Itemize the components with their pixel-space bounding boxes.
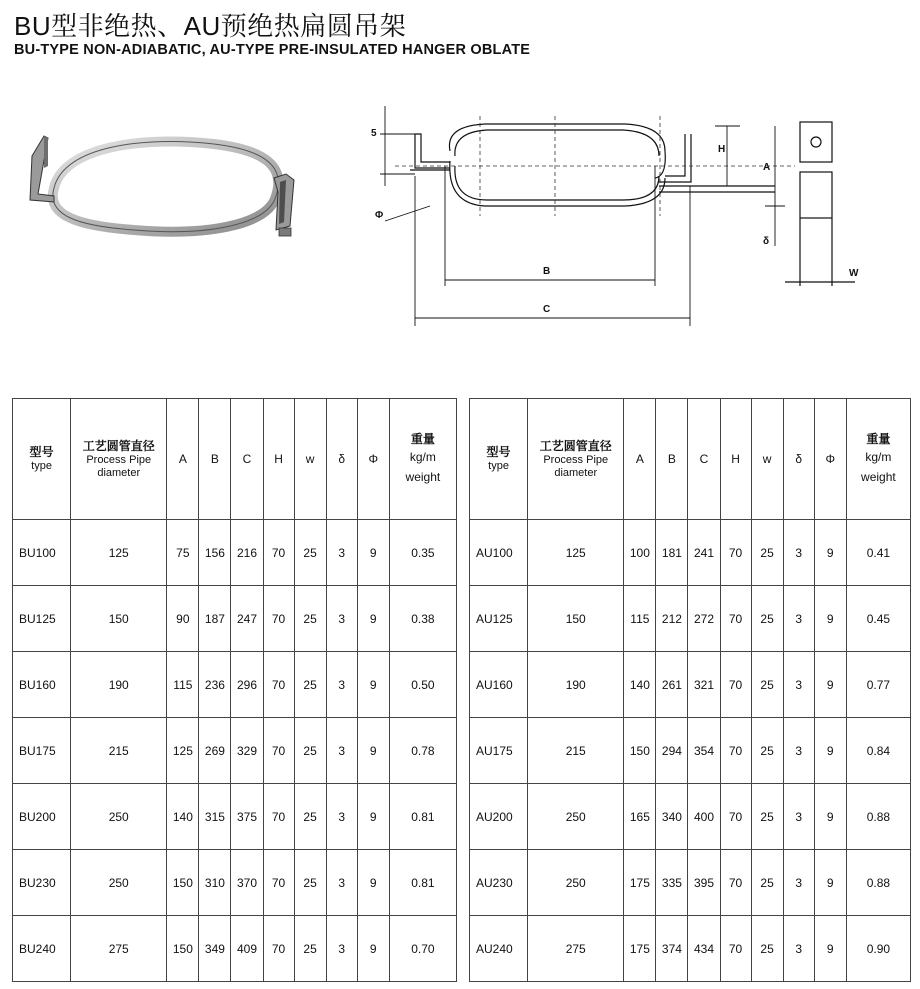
cell-phi: 9 bbox=[357, 652, 389, 718]
table-row bbox=[470, 850, 911, 916]
cell-weight: 0.70 bbox=[389, 916, 456, 982]
cell-w: 25 bbox=[751, 916, 783, 982]
cell-H: 70 bbox=[263, 850, 294, 916]
cell-A: 90 bbox=[167, 586, 199, 652]
cell-delta: 3 bbox=[326, 850, 357, 916]
cell-model: BU125 bbox=[13, 586, 71, 652]
cell-H: 70 bbox=[263, 784, 294, 850]
cell-B: 269 bbox=[199, 718, 231, 784]
table-row bbox=[470, 520, 911, 586]
table-row bbox=[13, 916, 457, 982]
cell-A: 75 bbox=[167, 520, 199, 586]
header-type: 型号 type bbox=[470, 399, 528, 520]
table-row bbox=[13, 586, 457, 652]
cell-weight: 0.81 bbox=[389, 850, 456, 916]
cell-delta: 3 bbox=[783, 718, 814, 784]
table-row bbox=[470, 586, 911, 652]
cell-A: 100 bbox=[624, 520, 656, 586]
header-b: B bbox=[656, 399, 688, 520]
cell-pipe: 250 bbox=[71, 850, 167, 916]
cell-phi: 9 bbox=[814, 784, 846, 850]
header-delta: δ bbox=[783, 399, 814, 520]
header-h: H bbox=[720, 399, 751, 520]
cell-C: 400 bbox=[688, 784, 720, 850]
cell-C: 296 bbox=[231, 652, 263, 718]
cell-delta: 3 bbox=[783, 652, 814, 718]
cell-delta: 3 bbox=[783, 850, 814, 916]
cell-C: 375 bbox=[231, 784, 263, 850]
cell-w: 25 bbox=[294, 586, 326, 652]
cell-phi: 9 bbox=[357, 586, 389, 652]
cell-A: 165 bbox=[624, 784, 656, 850]
dim-s-label: 5 bbox=[371, 128, 377, 139]
cell-phi: 9 bbox=[357, 520, 389, 586]
header-type: 型号 type bbox=[13, 399, 71, 520]
cell-weight: 0.50 bbox=[389, 652, 456, 718]
cell-B: 156 bbox=[199, 520, 231, 586]
cell-B: 187 bbox=[199, 586, 231, 652]
cell-H: 70 bbox=[720, 850, 751, 916]
cell-weight: 0.81 bbox=[389, 784, 456, 850]
table-row bbox=[13, 652, 457, 718]
dim-w-label: W bbox=[849, 268, 859, 279]
cell-pipe: 190 bbox=[71, 652, 167, 718]
cell-B: 261 bbox=[656, 652, 688, 718]
dim-delta-label: δ bbox=[763, 236, 770, 247]
header-c: C bbox=[688, 399, 720, 520]
cell-pipe: 190 bbox=[528, 652, 624, 718]
cell-w: 25 bbox=[294, 718, 326, 784]
cell-B: 340 bbox=[656, 784, 688, 850]
cell-w: 25 bbox=[294, 916, 326, 982]
cell-weight: 0.78 bbox=[389, 718, 456, 784]
cell-B: 310 bbox=[199, 850, 231, 916]
cell-H: 70 bbox=[720, 718, 751, 784]
cell-pipe: 150 bbox=[528, 586, 624, 652]
cell-pipe: 250 bbox=[528, 784, 624, 850]
cell-delta: 3 bbox=[326, 652, 357, 718]
cell-A: 175 bbox=[624, 916, 656, 982]
cell-delta: 3 bbox=[326, 520, 357, 586]
table-header-row bbox=[470, 399, 911, 520]
cell-model: AU230 bbox=[470, 850, 528, 916]
cell-delta: 3 bbox=[783, 784, 814, 850]
cell-H: 70 bbox=[720, 916, 751, 982]
header-pipe-diameter: 工艺圆管直径 Process Pipe diameter bbox=[71, 399, 167, 520]
cell-pipe: 275 bbox=[528, 916, 624, 982]
cell-weight: 0.38 bbox=[389, 586, 456, 652]
cell-phi: 9 bbox=[814, 520, 846, 586]
cell-H: 70 bbox=[263, 586, 294, 652]
cell-phi: 9 bbox=[357, 916, 389, 982]
cell-phi: 9 bbox=[814, 586, 846, 652]
header-w: w bbox=[751, 399, 783, 520]
cell-C: 409 bbox=[231, 916, 263, 982]
cell-weight: 0.35 bbox=[389, 520, 456, 586]
header-h: H bbox=[263, 399, 294, 520]
cell-weight: 0.88 bbox=[846, 850, 910, 916]
cell-delta: 3 bbox=[783, 916, 814, 982]
cell-A: 115 bbox=[167, 652, 199, 718]
table-row bbox=[470, 784, 911, 850]
cell-delta: 3 bbox=[783, 520, 814, 586]
dim-phi-label: Φ bbox=[375, 210, 384, 221]
cell-B: 315 bbox=[199, 784, 231, 850]
cell-H: 70 bbox=[263, 916, 294, 982]
cell-w: 25 bbox=[751, 850, 783, 916]
cell-A: 115 bbox=[624, 586, 656, 652]
header-pipe-diameter: 工艺圆管直径 Process Pipe diameter bbox=[528, 399, 624, 520]
cell-A: 175 bbox=[624, 850, 656, 916]
cell-weight: 0.45 bbox=[846, 586, 910, 652]
cell-w: 25 bbox=[294, 652, 326, 718]
cell-C: 272 bbox=[688, 586, 720, 652]
cell-model: BU160 bbox=[13, 652, 71, 718]
header-weight: 重量 kg/m weight bbox=[389, 399, 456, 520]
cell-model: BU100 bbox=[13, 520, 71, 586]
cell-B: 212 bbox=[656, 586, 688, 652]
cell-A: 150 bbox=[167, 916, 199, 982]
cell-H: 70 bbox=[720, 652, 751, 718]
cell-C: 247 bbox=[231, 586, 263, 652]
cell-A: 125 bbox=[167, 718, 199, 784]
cell-w: 25 bbox=[751, 586, 783, 652]
cell-B: 236 bbox=[199, 652, 231, 718]
au-spec-table bbox=[469, 398, 911, 982]
cell-weight: 0.77 bbox=[846, 652, 910, 718]
cell-H: 70 bbox=[720, 586, 751, 652]
cell-H: 70 bbox=[263, 718, 294, 784]
cell-w: 25 bbox=[751, 784, 783, 850]
cell-C: 241 bbox=[688, 520, 720, 586]
cell-model: AU200 bbox=[470, 784, 528, 850]
cell-phi: 9 bbox=[814, 718, 846, 784]
table-row bbox=[13, 718, 457, 784]
cell-weight: 0.84 bbox=[846, 718, 910, 784]
cell-model: AU160 bbox=[470, 652, 528, 718]
cell-phi: 9 bbox=[814, 916, 846, 982]
table-row bbox=[470, 718, 911, 784]
cell-H: 70 bbox=[720, 520, 751, 586]
cell-B: 294 bbox=[656, 718, 688, 784]
dim-a-label: A bbox=[763, 162, 771, 173]
cell-model: BU230 bbox=[13, 850, 71, 916]
hanger-photo bbox=[24, 126, 304, 246]
cell-C: 329 bbox=[231, 718, 263, 784]
cell-phi: 9 bbox=[357, 850, 389, 916]
header-a: A bbox=[624, 399, 656, 520]
cell-C: 370 bbox=[231, 850, 263, 916]
page-title: BU型非绝热、AU预绝热扁圆吊架 bbox=[14, 11, 407, 41]
cell-pipe: 275 bbox=[71, 916, 167, 982]
cell-phi: 9 bbox=[357, 784, 389, 850]
cell-model: AU100 bbox=[470, 520, 528, 586]
cell-C: 354 bbox=[688, 718, 720, 784]
cell-weight: 0.90 bbox=[846, 916, 910, 982]
cell-model: BU175 bbox=[13, 718, 71, 784]
cell-model: AU175 bbox=[470, 718, 528, 784]
cell-phi: 9 bbox=[814, 652, 846, 718]
cell-pipe: 250 bbox=[528, 850, 624, 916]
table-header-row bbox=[13, 399, 457, 520]
cell-B: 374 bbox=[656, 916, 688, 982]
header-b: B bbox=[199, 399, 231, 520]
cell-pipe: 250 bbox=[71, 784, 167, 850]
cell-phi: 9 bbox=[357, 718, 389, 784]
cell-w: 25 bbox=[751, 520, 783, 586]
header-phi: Φ bbox=[814, 399, 846, 520]
table-row bbox=[13, 850, 457, 916]
cell-C: 434 bbox=[688, 916, 720, 982]
cell-A: 150 bbox=[167, 850, 199, 916]
cell-w: 25 bbox=[751, 718, 783, 784]
dim-c-label: C bbox=[543, 304, 551, 315]
cell-A: 150 bbox=[624, 718, 656, 784]
cell-w: 25 bbox=[294, 784, 326, 850]
cell-model: BU240 bbox=[13, 916, 71, 982]
cell-B: 335 bbox=[656, 850, 688, 916]
cell-C: 321 bbox=[688, 652, 720, 718]
cell-pipe: 215 bbox=[528, 718, 624, 784]
cell-delta: 3 bbox=[326, 718, 357, 784]
cell-A: 140 bbox=[624, 652, 656, 718]
dim-b-label: B bbox=[543, 266, 551, 277]
header-a: A bbox=[167, 399, 199, 520]
header-w: w bbox=[294, 399, 326, 520]
cell-delta: 3 bbox=[326, 784, 357, 850]
cell-B: 181 bbox=[656, 520, 688, 586]
hanger-technical-drawing bbox=[355, 96, 875, 336]
cell-C: 216 bbox=[231, 520, 263, 586]
cell-pipe: 150 bbox=[71, 586, 167, 652]
cell-phi: 9 bbox=[814, 850, 846, 916]
cell-model: BU200 bbox=[13, 784, 71, 850]
table-row bbox=[470, 652, 911, 718]
header-weight: 重量 kg/m weight bbox=[846, 399, 910, 520]
cell-delta: 3 bbox=[326, 916, 357, 982]
cell-C: 395 bbox=[688, 850, 720, 916]
cell-pipe: 125 bbox=[71, 520, 167, 586]
page-subtitle: BU-TYPE NON-ADIABATIC, AU-TYPE PRE-INSULATED HANGER OBLATE bbox=[14, 42, 531, 58]
cell-weight: 0.41 bbox=[846, 520, 910, 586]
bu-spec-table bbox=[12, 398, 457, 982]
cell-delta: 3 bbox=[326, 586, 357, 652]
header-delta: δ bbox=[326, 399, 357, 520]
cell-delta: 3 bbox=[783, 586, 814, 652]
table-row bbox=[470, 916, 911, 982]
cell-model: AU240 bbox=[470, 916, 528, 982]
cell-H: 70 bbox=[720, 784, 751, 850]
cell-pipe: 215 bbox=[71, 718, 167, 784]
table-row bbox=[13, 784, 457, 850]
header-phi: Φ bbox=[357, 399, 389, 520]
cell-H: 70 bbox=[263, 520, 294, 586]
cell-w: 25 bbox=[294, 850, 326, 916]
cell-B: 349 bbox=[199, 916, 231, 982]
cell-A: 140 bbox=[167, 784, 199, 850]
header-c: C bbox=[231, 399, 263, 520]
cell-pipe: 125 bbox=[528, 520, 624, 586]
cell-w: 25 bbox=[294, 520, 326, 586]
cell-w: 25 bbox=[751, 652, 783, 718]
dim-h-label: H bbox=[718, 144, 726, 155]
cell-weight: 0.88 bbox=[846, 784, 910, 850]
cell-H: 70 bbox=[263, 652, 294, 718]
table-row bbox=[13, 520, 457, 586]
cell-model: AU125 bbox=[470, 586, 528, 652]
